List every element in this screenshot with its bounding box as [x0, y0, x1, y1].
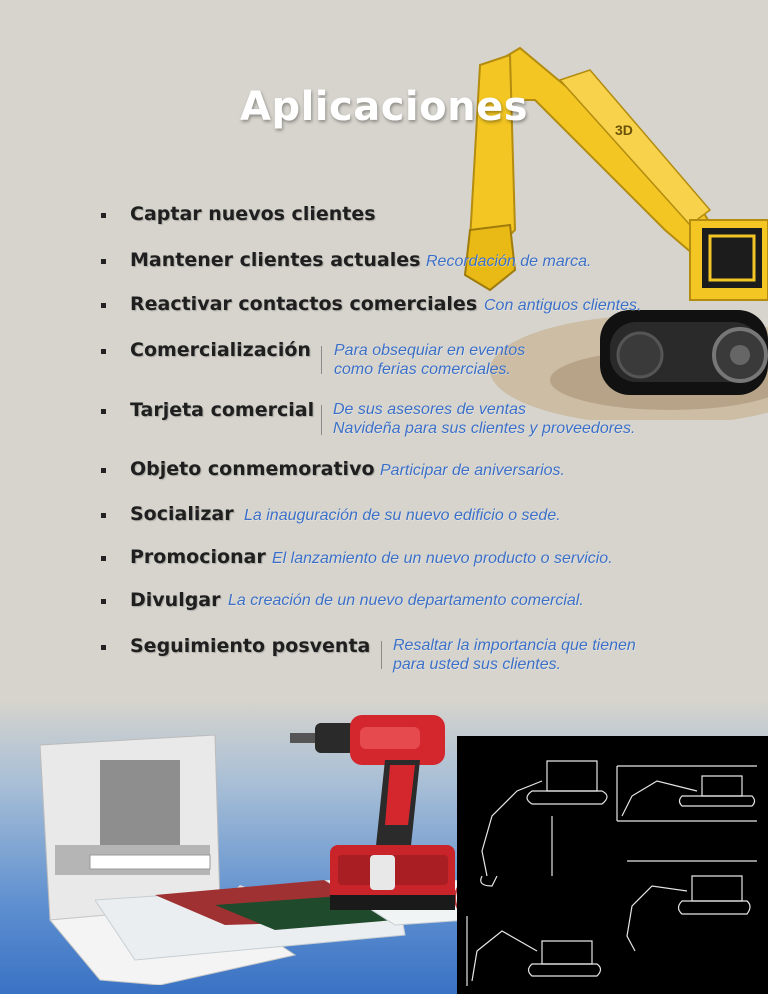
excavator-blueprint-image — [457, 736, 768, 994]
item-label: Comercialización — [130, 339, 311, 361]
drill-image — [290, 705, 460, 920]
bullet-icon — [101, 259, 106, 264]
item-note: Recordación de marca. — [426, 253, 592, 270]
bullet-icon — [101, 599, 106, 604]
note-divider — [321, 405, 322, 435]
item-label: Objeto conmemorativo — [130, 458, 375, 480]
page-title: Aplicaciones — [239, 84, 529, 130]
item-note-line1: De sus asesores de ventas — [333, 401, 526, 418]
item-label: Socializar — [130, 503, 234, 525]
item-note: La creación de un nuevo departamento comercial. — [228, 592, 584, 609]
item-label: Captar nuevos clientes — [130, 203, 376, 225]
note-divider — [321, 346, 322, 374]
bullet-icon — [101, 409, 106, 414]
excavator-badge-text: 3D — [615, 122, 633, 138]
item-note: Participar de aniversarios. — [380, 462, 565, 479]
item-label: Divulgar — [130, 589, 221, 611]
item-note: Con antiguos clientes. — [484, 297, 642, 314]
note-divider — [381, 641, 382, 669]
bullet-icon — [101, 468, 106, 473]
item-label: Promocionar — [130, 546, 266, 568]
item-label: Tarjeta comercial — [130, 399, 315, 421]
bullet-icon — [101, 349, 106, 354]
item-note-line1: Resaltar la importancia que tienen — [393, 637, 636, 654]
item-note-line2: Navideña para sus clientes y proveedores. — [333, 420, 636, 437]
bullet-icon — [101, 556, 106, 561]
item-label: Reactivar contactos comerciales — [130, 293, 478, 315]
item-note-line2: como ferias comerciales. — [334, 361, 511, 378]
item-label: Mantener clientes actuales — [130, 249, 421, 271]
bullet-icon — [101, 513, 106, 518]
item-label: Seguimiento posventa — [130, 635, 371, 657]
item-note: El lanzamiento de un nuevo producto o servicio. — [272, 550, 613, 567]
item-note-line1: Para obsequiar en eventos — [334, 342, 526, 359]
bullet-icon — [101, 645, 106, 650]
item-note-line2: para usted sus clientes. — [393, 656, 562, 673]
bullet-icon — [101, 303, 106, 308]
bullet-icon — [101, 213, 106, 218]
item-note: La inauguración de su nuevo edificio o sede. — [244, 507, 561, 524]
